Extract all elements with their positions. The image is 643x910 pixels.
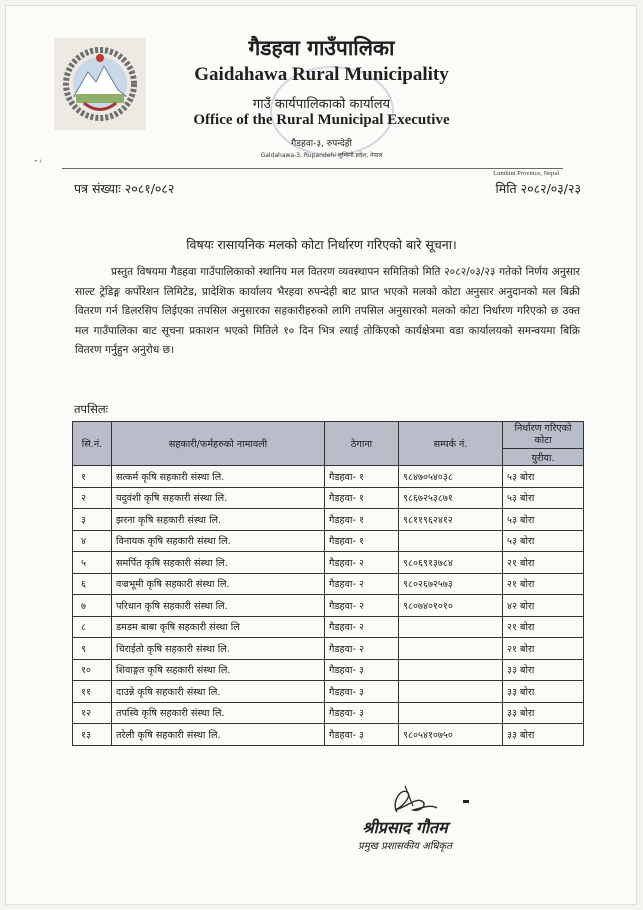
province-label: Lumbini Province, Nepal — [493, 170, 559, 177]
row-sn: ५ — [73, 552, 112, 574]
row-name: दाउन्ने कृषि सहकारी संस्था लि. — [112, 681, 325, 703]
row-contact — [399, 638, 503, 660]
row-address: गैडहवा- २ — [325, 552, 399, 574]
row-quota: ५३ बोरा — [503, 509, 584, 531]
row-sn: ८ — [73, 616, 112, 638]
quota-table-body — [73, 466, 584, 746]
row-address: गैडहवा- ३ — [325, 681, 399, 703]
table-row — [73, 573, 584, 595]
letter-subject: विषयः रासायनिक मलको कोटा निर्धारण गरिएको बारे सूचना। — [186, 237, 457, 252]
table-row — [73, 466, 584, 488]
row-sn: १ — [73, 466, 112, 488]
row-sn: ३ — [73, 509, 112, 531]
row-quota: ३३ बोरा — [503, 659, 584, 681]
row-name: तपस्वि कृषि सहकारी संस्था लि. — [112, 702, 325, 724]
header-quota: निर्धारण गरिएको कोटा — [503, 422, 584, 449]
reference-number: पत्र संख्याः २०८१/०८२ — [74, 181, 175, 196]
table-row — [73, 616, 584, 638]
table-row — [73, 595, 584, 617]
row-name: तरेली कृषि सहकारी संस्था लि. — [112, 724, 325, 746]
row-contact: ९८११९६२४१२ — [399, 509, 503, 531]
table-row — [73, 724, 584, 746]
row-contact: ९८६७२५३८७१ — [399, 487, 503, 509]
letter-date: मिति २०८२/०३/२३ — [495, 181, 581, 196]
row-address: गैडहवा- २ — [325, 595, 399, 617]
table-row — [73, 509, 584, 531]
row-sn: ९ — [73, 638, 112, 660]
row-name: विनायक कृषि सहकारी संस्था लि. — [112, 530, 325, 552]
row-quota: २१ बोरा — [503, 638, 584, 660]
header-name: सहकारी/फर्महरुको नामावली — [112, 422, 325, 466]
row-name: सत्कर्म कृषि सहकारी संस्था लि. — [112, 466, 325, 488]
quota-table — [72, 421, 584, 746]
row-quota: ५३ बोरा — [503, 530, 584, 552]
row-address: गैडहवा- २ — [325, 573, 399, 595]
row-sn: १३ — [73, 724, 112, 746]
header-sn: सि.नं. — [73, 422, 112, 466]
signer-name: श्रीप्रसाद गौतम — [362, 818, 448, 837]
signer-title: प्रमुख प्रशासकीय अधिकृत — [358, 841, 452, 852]
row-sn: ४ — [73, 530, 112, 552]
row-sn: ६ — [73, 573, 112, 595]
row-address: गैडहवा- १ — [325, 487, 399, 509]
row-sn: १२ — [73, 702, 112, 724]
row-address: गैडहवा- २ — [325, 638, 399, 660]
row-name: चिराईतो कृषि सहकारी संस्था लि. — [112, 638, 325, 660]
row-address: गैडहवा- ३ — [325, 724, 399, 746]
row-contact: ९८०२६७२५७३ — [399, 573, 503, 595]
letterhead-divider — [62, 168, 563, 169]
table-row — [73, 530, 584, 552]
row-name: शिवाङ्गत कृषि सहकारी संस्था लि. — [112, 659, 325, 681]
row-contact: ९८०७४०१०१० — [399, 595, 503, 617]
row-contact: ९८४७०५४०३८ — [399, 466, 503, 488]
address-line: Gaidahawa-3, Rupandehi लुम्बिनी प्रदेश, नेपाल — [260, 152, 383, 159]
margin-mark: • ı — [34, 158, 42, 165]
header-contact: सम्पर्क नं. — [399, 422, 503, 466]
row-name: परिधान कृषि सहकारी संस्था लि. — [112, 595, 325, 617]
row-address: गैडहवा- ३ — [325, 659, 399, 681]
row-sn: १० — [73, 659, 112, 681]
row-sn: २ — [73, 487, 112, 509]
row-contact: ९८०५४१०७५० — [399, 724, 503, 746]
header-address: ठेगाना — [325, 422, 399, 466]
row-contact: ९८०६९१३७८४ — [399, 552, 503, 574]
address-np: गैडहवा-३, रुपन्देही — [291, 139, 352, 149]
row-address: गैडहवा- २ — [325, 616, 399, 638]
row-contact — [399, 681, 503, 703]
row-name: यदुवंशी कृषि सहकारी संस्था लि. — [112, 487, 325, 509]
row-quota: ३३ बोरा — [503, 681, 584, 703]
handwritten-signature — [383, 782, 443, 818]
row-quota: २१ बोरा — [503, 573, 584, 595]
row-name: वज्रभूमी कृषि सहकारी संस्था लि. — [112, 573, 325, 595]
row-quota: ४२ बोरा — [503, 595, 584, 617]
row-sn: ११ — [73, 681, 112, 703]
municipality-name-en: Gaidahawa Rural Municipality — [194, 64, 449, 85]
table-row — [73, 638, 584, 660]
row-address: गैडहवा- १ — [325, 509, 399, 531]
table-row — [73, 487, 584, 509]
row-address: गैडहवा- १ — [325, 466, 399, 488]
row-contact — [399, 702, 503, 724]
table-row — [73, 702, 584, 724]
row-quota: ५३ बोरा — [503, 466, 584, 488]
tapsil-label: तपसिलः — [74, 402, 108, 416]
row-name: डमडम बाबा कृषि सहकारी संस्था लि — [112, 616, 325, 638]
row-contact — [399, 616, 503, 638]
row-quota: ५३ बोरा — [503, 487, 584, 509]
row-quota: २१ बोरा — [503, 552, 584, 574]
header-urea: युरीया. — [503, 449, 584, 466]
row-contact — [399, 530, 503, 552]
row-quota: २१ बोरा — [503, 616, 584, 638]
table-row — [73, 552, 584, 574]
row-address: गैडहवा- १ — [325, 530, 399, 552]
letter-body: प्रस्तुत विषयमा गैडहवा गाउँपालिकाको स्थानिय मल वितरण व्यवस्थापन समितिको मिति २०८२/०३/२३ गतेको निर्णय अनुसार साल्ट ट्रेडिङ्ग कर्पोरेशन लिमिटेड, प्रादेशिक कार्यालय भैरहवा रुपन्देही बाट प्राप्त भएको मलको कोटा अनुसार अनुदानको मल बिक्री वितरण गर्न डिलरसिप लिईएका तपसिल अनुसारका सहकारीहरुको लागि तपसिल अनुसारको मलको कोटा निर्धारण गरिएको छ उक्त मल गाउँपालिका बाट सूचना प्रकाशन भएको मितिले १० दिन भित्र ल्याई तोकिएको कार्यक्षेत्रमा वडा कार्यालयको समन्वयमा बिक्रि वितरण गर्नुहुन अनुरोध छ। — [75, 266, 580, 356]
office-name-en: Office of the Rural Municipal Executive — [193, 112, 450, 128]
row-sn: ७ — [73, 595, 112, 617]
row-name: झरना कृषि सहकारी संस्था लि. — [112, 509, 325, 531]
row-contact — [399, 659, 503, 681]
signature-dash — [463, 800, 469, 803]
row-address: गैडहवा- ३ — [325, 702, 399, 724]
row-quota: ३३ बोरा — [503, 702, 584, 724]
row-name: समर्पित कृषि सहकारी संस्था लि. — [112, 552, 325, 574]
municipality-name-np: गैडहवा गाउँपालिका — [248, 36, 395, 60]
table-row — [73, 659, 584, 681]
office-name-np: गाउँ कार्यपालिकाको कार्यालय — [252, 97, 391, 112]
row-quota: ३३ बोरा — [503, 724, 584, 746]
table-row — [73, 681, 584, 703]
